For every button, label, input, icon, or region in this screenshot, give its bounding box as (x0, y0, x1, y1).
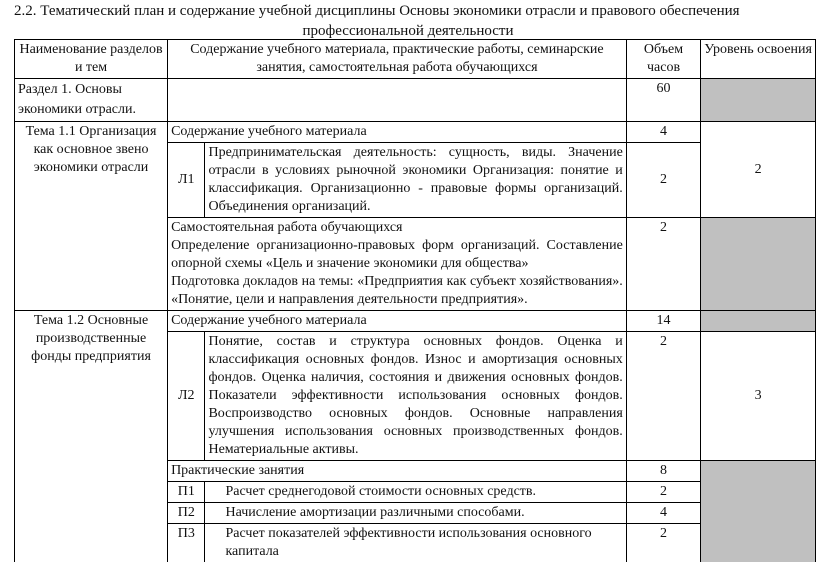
topic2-content-level-shaded (701, 311, 816, 332)
topic1-selfwork-label: Самостоятельная работа обучающихся (171, 219, 623, 237)
topic2-level: 3 (701, 332, 816, 461)
topic1-name: Тема 1.1 Организация как основное звено экономики отрасли (15, 122, 168, 311)
practical-code: П1 (168, 482, 205, 503)
practical-code: П2 (168, 503, 205, 524)
topic2-content-row (15, 311, 816, 332)
title-line-1: 2.2. Тематический план и содержание учебной дисциплины Основы экономики отрасли и правового обеспечения (14, 1, 740, 21)
topic2-lecture-hours: 2 (626, 332, 700, 461)
topic1-selfwork-level-shaded (701, 218, 816, 311)
topic1-lecture-code: Л1 (168, 143, 205, 218)
practical-hours: 2 (626, 524, 700, 562)
header-row (15, 40, 816, 79)
section-name: Раздел 1. Основы экономики отрасли. (15, 79, 168, 122)
topic2-practice-label: Практические занятия (168, 461, 627, 482)
topic1-selfwork (168, 218, 627, 311)
topic1-content-hours: 4 (626, 122, 700, 143)
topic2-practice-hours: 8 (626, 461, 700, 482)
practical-text: Начисление амортизации различными способами. (205, 503, 626, 524)
topic2-name: Тема 1.2 Основные производственные фонды предприятия (15, 311, 168, 562)
header-sections: Наименование разделов и тем (15, 40, 168, 79)
topic2-content-hours: 14 (626, 311, 700, 332)
title-line-2: профессиональной деятельности (0, 21, 816, 41)
topic2-practice-level-shaded (701, 461, 816, 562)
header-content: Содержание учебного материала, практические работы, семинарские занятия, самостоятельная работа обучающихся (168, 40, 627, 79)
practical-hours: 2 (626, 482, 700, 503)
topic1-selfwork-text1: Определение организационно-правовых форм организаций. Составление опорной схемы «Цель и значение экономики для общества» (171, 237, 623, 273)
practical-code: П3 (168, 524, 205, 562)
topic1-content-row (15, 122, 816, 143)
topic1-content-label: Содержание учебного материала (168, 122, 627, 143)
topic2-lecture-text: Понятие, состав и структура основных фондов. Оценка и классификация основных фондов. Износ и амортизация основных фондов. Оценка наличия, состояния и движения основных фондов. Показатели эффективности использования основных фондов. Воспроизводство основных фондов. Основные направления улучшения использования основных производственных фондов. Нематериальные активы. (205, 332, 626, 461)
section-content-empty (168, 79, 627, 122)
header-hours: Объем часов (626, 40, 700, 79)
section-hours: 60 (626, 79, 700, 122)
topic1-lecture-text: Предпринимательская деятельность: сущность, виды. Значение отрасли в условиях рыночной экономики Организация: понятие и классификация. Организационно - правовые формы организаций. Объединения организаций. (205, 143, 626, 218)
topic1-lecture-hours: 2 (626, 143, 700, 218)
header-level: Уровень освоения (701, 40, 816, 79)
topic1-selfwork-hours: 2 (626, 218, 700, 311)
topic2-lecture-code: Л2 (168, 332, 205, 461)
practical-text: Расчет среднегодовой стоимости основных средств. (205, 482, 626, 503)
thematic-plan-table (14, 39, 816, 562)
practical-hours: 4 (626, 503, 700, 524)
section-row (15, 79, 816, 122)
topic1-level: 2 (701, 122, 816, 218)
section-level-shaded (701, 79, 816, 122)
topic1-selfwork-text2: Подготовка докладов на темы: «Предприятия как субъект хозяйствования». «Понятие, цели и направления деятельности предприятия». (171, 273, 623, 309)
topic2-content-label: Содержание учебного материала (168, 311, 627, 332)
practical-text: Расчет показателей эффективности использования основного капитала (205, 524, 626, 562)
